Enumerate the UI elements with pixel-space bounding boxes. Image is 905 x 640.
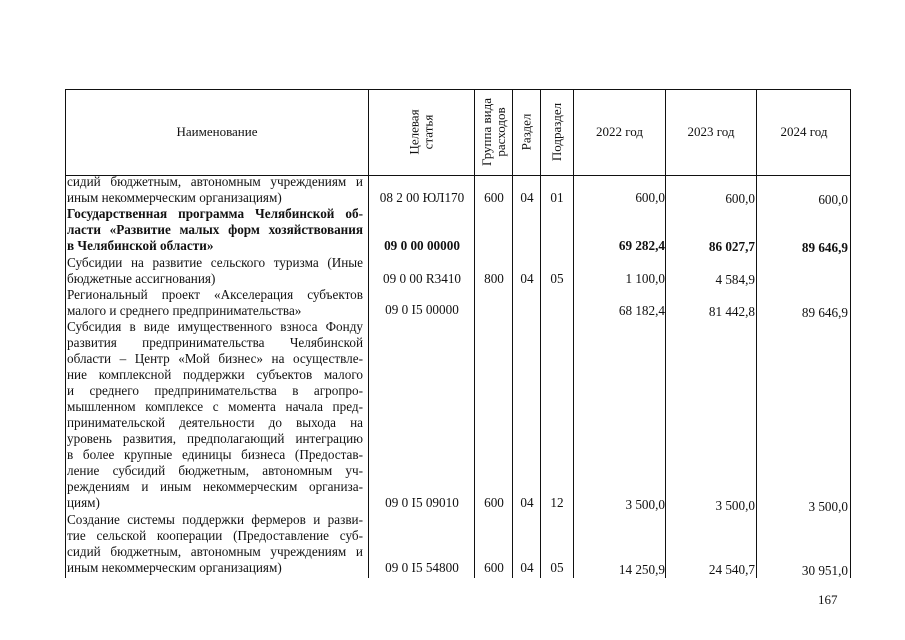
- header-section-label: Раздел: [518, 113, 534, 151]
- header-expense-group: [475, 89, 512, 175]
- row-1-2024: 89 646,9: [801, 240, 848, 255]
- row-5-name-line-3: иным некоммерческим организациям): [67, 560, 282, 575]
- row-4-name-line-4: и среднего предпринимательства в агропро-: [67, 383, 363, 398]
- row-2-2023: 4 584,9: [715, 272, 755, 287]
- row-3-2023: 81 442,8: [708, 304, 755, 319]
- row-4-name-line-5: мышленном комплексе с момента начала пред-: [67, 399, 363, 414]
- header-target-article-label: [407, 109, 435, 154]
- row-2-2022: 1 100,0: [625, 271, 665, 286]
- row-2-code: 09 0 00 R3410: [382, 271, 462, 286]
- page-number: 167: [818, 592, 838, 607]
- row-2-subsection: 05: [550, 271, 564, 286]
- row-0-2024: 600,0: [818, 192, 848, 207]
- row-1-code: 09 0 00 00000: [384, 238, 460, 253]
- header-expense-group-label: [480, 98, 508, 166]
- header-subsection: [541, 89, 573, 175]
- row-1-2023: 86 027,7: [708, 239, 755, 254]
- row-0-name-line-1: иным некоммерческим организациям): [67, 190, 282, 205]
- row-4-name-line-9: ление субсидий бюджетным, автономным уч-: [67, 463, 363, 478]
- row-5-group: 600: [484, 560, 504, 575]
- row-3-code: 09 0 I5 00000: [385, 302, 459, 317]
- row-1-2022: 69 282,4: [618, 238, 665, 253]
- row-2-name-line-0: Субсидии на развитие сельского туризма (Иные: [67, 255, 363, 270]
- header-2024: [757, 89, 851, 175]
- row-4-section: 04: [520, 495, 534, 510]
- header-subsection-label: Подраздел: [549, 102, 565, 162]
- row-2-section: 04: [520, 271, 534, 286]
- row-5-2023: 24 540,7: [708, 562, 755, 577]
- row-4-name-line-1: развития предпринимательства Челябинской: [67, 335, 363, 350]
- row-0-group: 600: [484, 190, 504, 205]
- header-2022: [574, 89, 665, 175]
- row-5-2022: 14 250,9: [618, 562, 665, 577]
- header-2022-label: 2022 год: [596, 124, 643, 139]
- row-3-2022: 68 182,4: [618, 303, 665, 318]
- row-3-2024: 89 646,9: [801, 305, 848, 320]
- row-3-name-line-0: Региональный проект «Акселерация субъектов: [67, 287, 363, 302]
- row-4-name-line-2: области – Центр «Мой бизнес» на осуществле-: [67, 351, 363, 366]
- row-4-name-line-3: ние комплексной поддержки субъектов малого: [67, 367, 363, 382]
- row-4-name-line-6: принимательской деятельности до выхода на: [67, 415, 363, 430]
- row-4-name-line-10: реждениям и иным некоммерческим организа-: [67, 479, 363, 494]
- row-5-code: 09 0 I5 54800: [385, 560, 459, 575]
- row-5-name-line-2: сидий бюджетным, автономным учреждениям и: [67, 544, 363, 559]
- header-name: [66, 89, 368, 175]
- row-5-2024: 30 951,0: [801, 563, 848, 578]
- row-4-group: 600: [484, 495, 504, 510]
- row-4-name-line-8: в более крупные единицы бизнеса (Предостав-: [67, 447, 363, 462]
- row-2-group: 800: [484, 271, 504, 286]
- row-4-name-line-11: циям): [67, 495, 100, 510]
- row-4-name-line-0: Субсидия в виде имущественного взноса Фонду: [67, 319, 363, 334]
- row-0-subsection: 01: [550, 190, 564, 205]
- row-5-name-line-1: тие сельской кооперации (Предоставление суб-: [67, 528, 363, 543]
- header-2023: [666, 89, 756, 175]
- row-0-section: 04: [520, 190, 534, 205]
- header-code-line2: статья: [420, 114, 436, 150]
- row-3-name-line-1: малого и среднего предпринимательства»: [67, 303, 302, 318]
- row-0-2022: 600,0: [635, 190, 665, 205]
- row-4-2022: 3 500,0: [625, 497, 665, 512]
- row-4-2024: 3 500,0: [808, 499, 848, 514]
- row-0-name-line-0: сидий бюджетным, автономным учреждениям и: [67, 174, 363, 189]
- row-0-code: 08 2 00 ЮЛ170: [379, 190, 465, 205]
- row-1-name-line-0: Государственная программа Челябинской об-: [67, 206, 363, 221]
- header-group-line2: расходов: [492, 107, 508, 157]
- header-group-line1: Группа вида: [478, 98, 494, 166]
- header-code-line1: Целевая: [406, 109, 422, 155]
- header-2024-label: 2024 год: [780, 124, 828, 139]
- row-2-name-line-1: бюджетные ассигнования): [67, 271, 216, 286]
- row-5-section: 04: [520, 560, 534, 575]
- header-2023-label: 2023 год: [687, 124, 735, 139]
- header-target-article: [369, 89, 474, 175]
- row-0-2023: 600,0: [725, 191, 755, 206]
- row-4-2023: 3 500,0: [715, 498, 755, 513]
- header-name-label: Наименование: [176, 124, 258, 139]
- row-4-name-line-7: уровень развития, предполагающий интеграцию: [67, 431, 363, 446]
- row-4-code: 09 0 I5 09010: [385, 495, 459, 510]
- row-5-subsection: 05: [550, 560, 564, 575]
- row-4-subsection: 12: [550, 495, 564, 510]
- header-section: [513, 89, 540, 175]
- row-1-name-line-2: в Челябинской области»: [67, 238, 214, 253]
- row-5-name-line-0: Создание системы поддержки фермеров и разви-: [67, 512, 363, 527]
- row-1-name-line-1: ласти «Развитие малых форм хозяйствования: [67, 222, 363, 237]
